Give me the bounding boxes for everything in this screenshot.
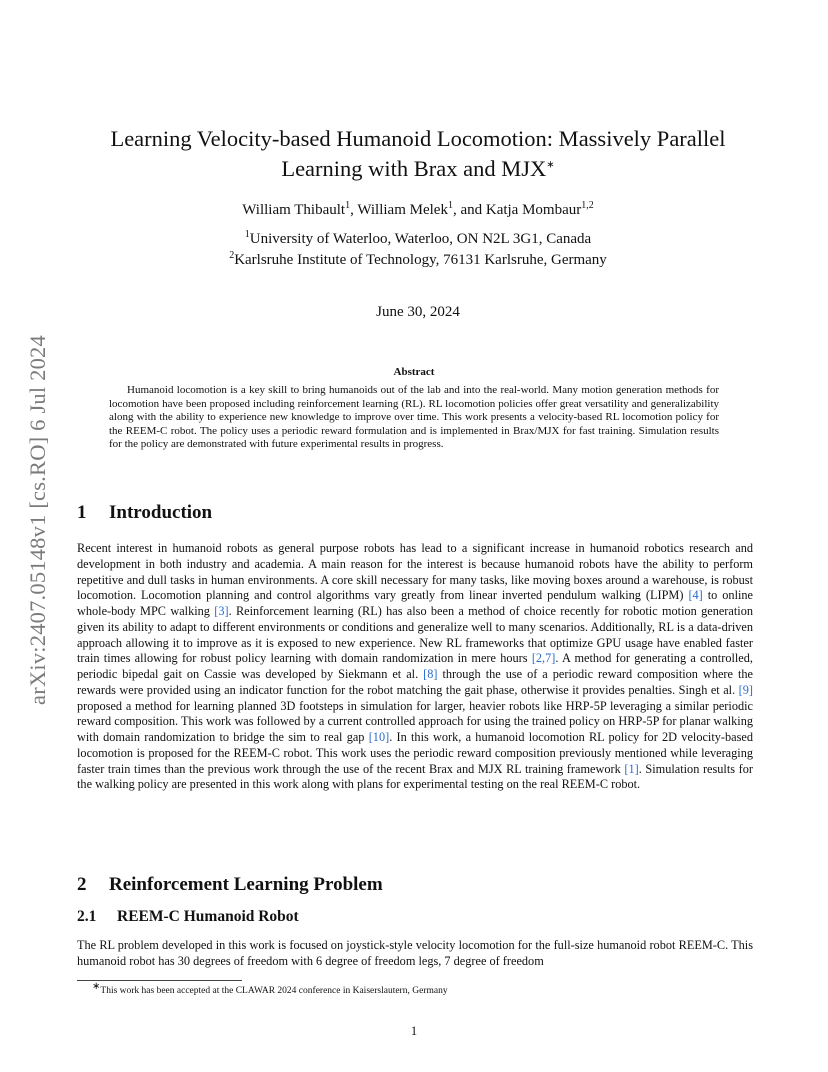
title-line-2: Learning with Brax and MJX (281, 156, 547, 181)
footnote-text: This work has been accepted at the CLAWAR 2024 conference in Kaiserslautern, Germany (100, 986, 448, 996)
intro-text-3: . Reinforcement learning (RL) has also been a method of choice recently for robotic motion generation given its ability to adapt to different environments or conditions and generalize well to many scenarios. Additionally, RL is a data-driven approach allowing it to improve as it is exposed to new experience. New RL frameworks that optimize GPU usage have enabled faster train times allowing for robust policy learning with domain randomization in mere hours (77, 604, 753, 666)
section-1-title: Introduction (109, 502, 213, 523)
citation-link[interactable]: [8] (423, 667, 438, 681)
citation-link[interactable]: [2,7] (531, 651, 556, 666)
title-footnote-mark: ∗ (546, 159, 555, 171)
section-2-number: 2 (77, 874, 87, 895)
abstract (109, 366, 719, 452)
affiliation-2-text: Karlsruhe Institute of Technology, 76131 Karlsruhe, Germany (234, 252, 607, 268)
section-1-number: 1 (77, 502, 87, 523)
footnote (92, 980, 448, 996)
title-line-1: Learning Velocity-based Humanoid Locomotion: Massively Parallel (110, 126, 726, 151)
section-2-title: Reinforcement Learning Problem (109, 874, 383, 895)
arxiv-identifier (18, 330, 58, 710)
paper-title (80, 124, 756, 184)
section-introduction (77, 502, 753, 793)
subsection-2-1-heading (77, 908, 753, 926)
subsection-title: REEM-C Humanoid Robot (117, 908, 299, 925)
abstract-text: Humanoid locomotion is a key skill to bring humanoids out of the lab and into the real-world. Many motion generation methods for locomotion have been proposed including reinforcement learning (RL). RL locomotion policies offer great versatility and generalizability along with the ability to experience new knowledge to improve over time. This work presents a velocity-based RL locomotion policy for the REEM-C robot. The policy uses a periodic reward formulation and is implemented in Brax/MJX for fast training. Simulation results for the policy are demonstrated with future experimental results in progress. (109, 384, 719, 451)
intro-text-5: through the use of a periodic reward composition where the rewards were provided using an indicator function for the robot matching the gait phase, otherwise it provides penalties. Singh et al. (77, 667, 753, 697)
section-rl-problem (77, 874, 753, 970)
intro-text-6: proposed a method for learning planned 3D footsteps in simulation for larger, heavier robots like HRP-5P leveraging a similar periodic reward composition. This work was followed by a current controlled approach for using the trained policy on HRP-5P for planar walking with domain randomization to bridge the sim to real gap (77, 698, 753, 744)
intro-text-1: Recent interest in humanoid robots as general purpose robots has lead to a significant increase in humanoid robotics research and development in both industry and academia. A main reason for the interest is because humanoid robots have the ability to perform repetitive and dull tasks in human environments. A core skill necessary for many tasks, like moving boxes around a warehouse, is robust locomotion. Locomotion planning and control algorithms vary greatly from linear inverted pendulum walking (LIPM) (77, 541, 753, 603)
author-1: William Thibault (242, 202, 346, 218)
title-block (80, 124, 756, 321)
citation-link[interactable]: [3] (214, 604, 229, 618)
affiliation-1-text: University of Waterloo, Waterloo, ON N2L 3G1, Canada (249, 231, 592, 247)
citation-link[interactable]: [4] (688, 588, 703, 603)
section-2-paragraph: The RL problem developed in this work is focused on joystick-style velocity locomotion for the full-size humanoid robot REEM-C. This humanoid robot has 30 degrees of freedom with 6 degree of freedom legs, 7 degree of freedom (77, 938, 753, 968)
section-1-heading (77, 502, 753, 524)
citation-link[interactable]: [9] (738, 682, 753, 697)
abstract-heading: Abstract (393, 366, 435, 378)
affiliation-2 (80, 250, 756, 271)
affiliation-1-mark: 1 (244, 229, 250, 240)
citation-link[interactable]: [1] (624, 761, 639, 776)
footnote-mark: ∗ (92, 980, 101, 992)
introduction-paragraph (77, 541, 753, 793)
intro-text-7: . In this work, a humanoid locomotion RL policy for 2D velocity-based locomotion is proposed for the REEM-C robot. This work uses the periodic reward composition previously mentioned while leveraging faster train times than the previous work through the use of the recent Brax and MJX RL training framework (77, 730, 754, 776)
author-2-affiliation: 1 (447, 200, 453, 211)
author-3: , and Katja Mombaur (452, 202, 582, 218)
author-3-affiliation: 1,2 (581, 200, 594, 211)
citation-link[interactable]: [10] (368, 730, 390, 744)
intro-text-8: . Simulation results for the walking policy are presented in this work along with plans for experimental testing on the real REEM-C robot. (77, 761, 753, 792)
arxiv-identifier-text: arXiv:2407.05148v1 [cs.RO] 6 Jul 2024 (25, 335, 50, 705)
subsection-number: 2.1 (77, 908, 97, 925)
section-2-heading (77, 874, 753, 896)
affiliation-1 (80, 229, 756, 250)
intro-text-2: to online whole-body MPC walking (77, 588, 754, 618)
author-list (80, 202, 756, 219)
publication-date: June 30, 2024 (376, 304, 460, 320)
page-number: 1 (410, 1024, 418, 1038)
author-1-affiliation: 1 (345, 200, 351, 211)
affiliations (80, 229, 756, 271)
footnote-rule (77, 980, 242, 981)
affiliation-2-mark: 2 (229, 250, 235, 261)
intro-text-4: . A method for generating a controlled, periodic bipedal gait on Cassie was developed by Siekmann et al. (77, 651, 753, 681)
author-2: , William Melek (350, 202, 448, 218)
